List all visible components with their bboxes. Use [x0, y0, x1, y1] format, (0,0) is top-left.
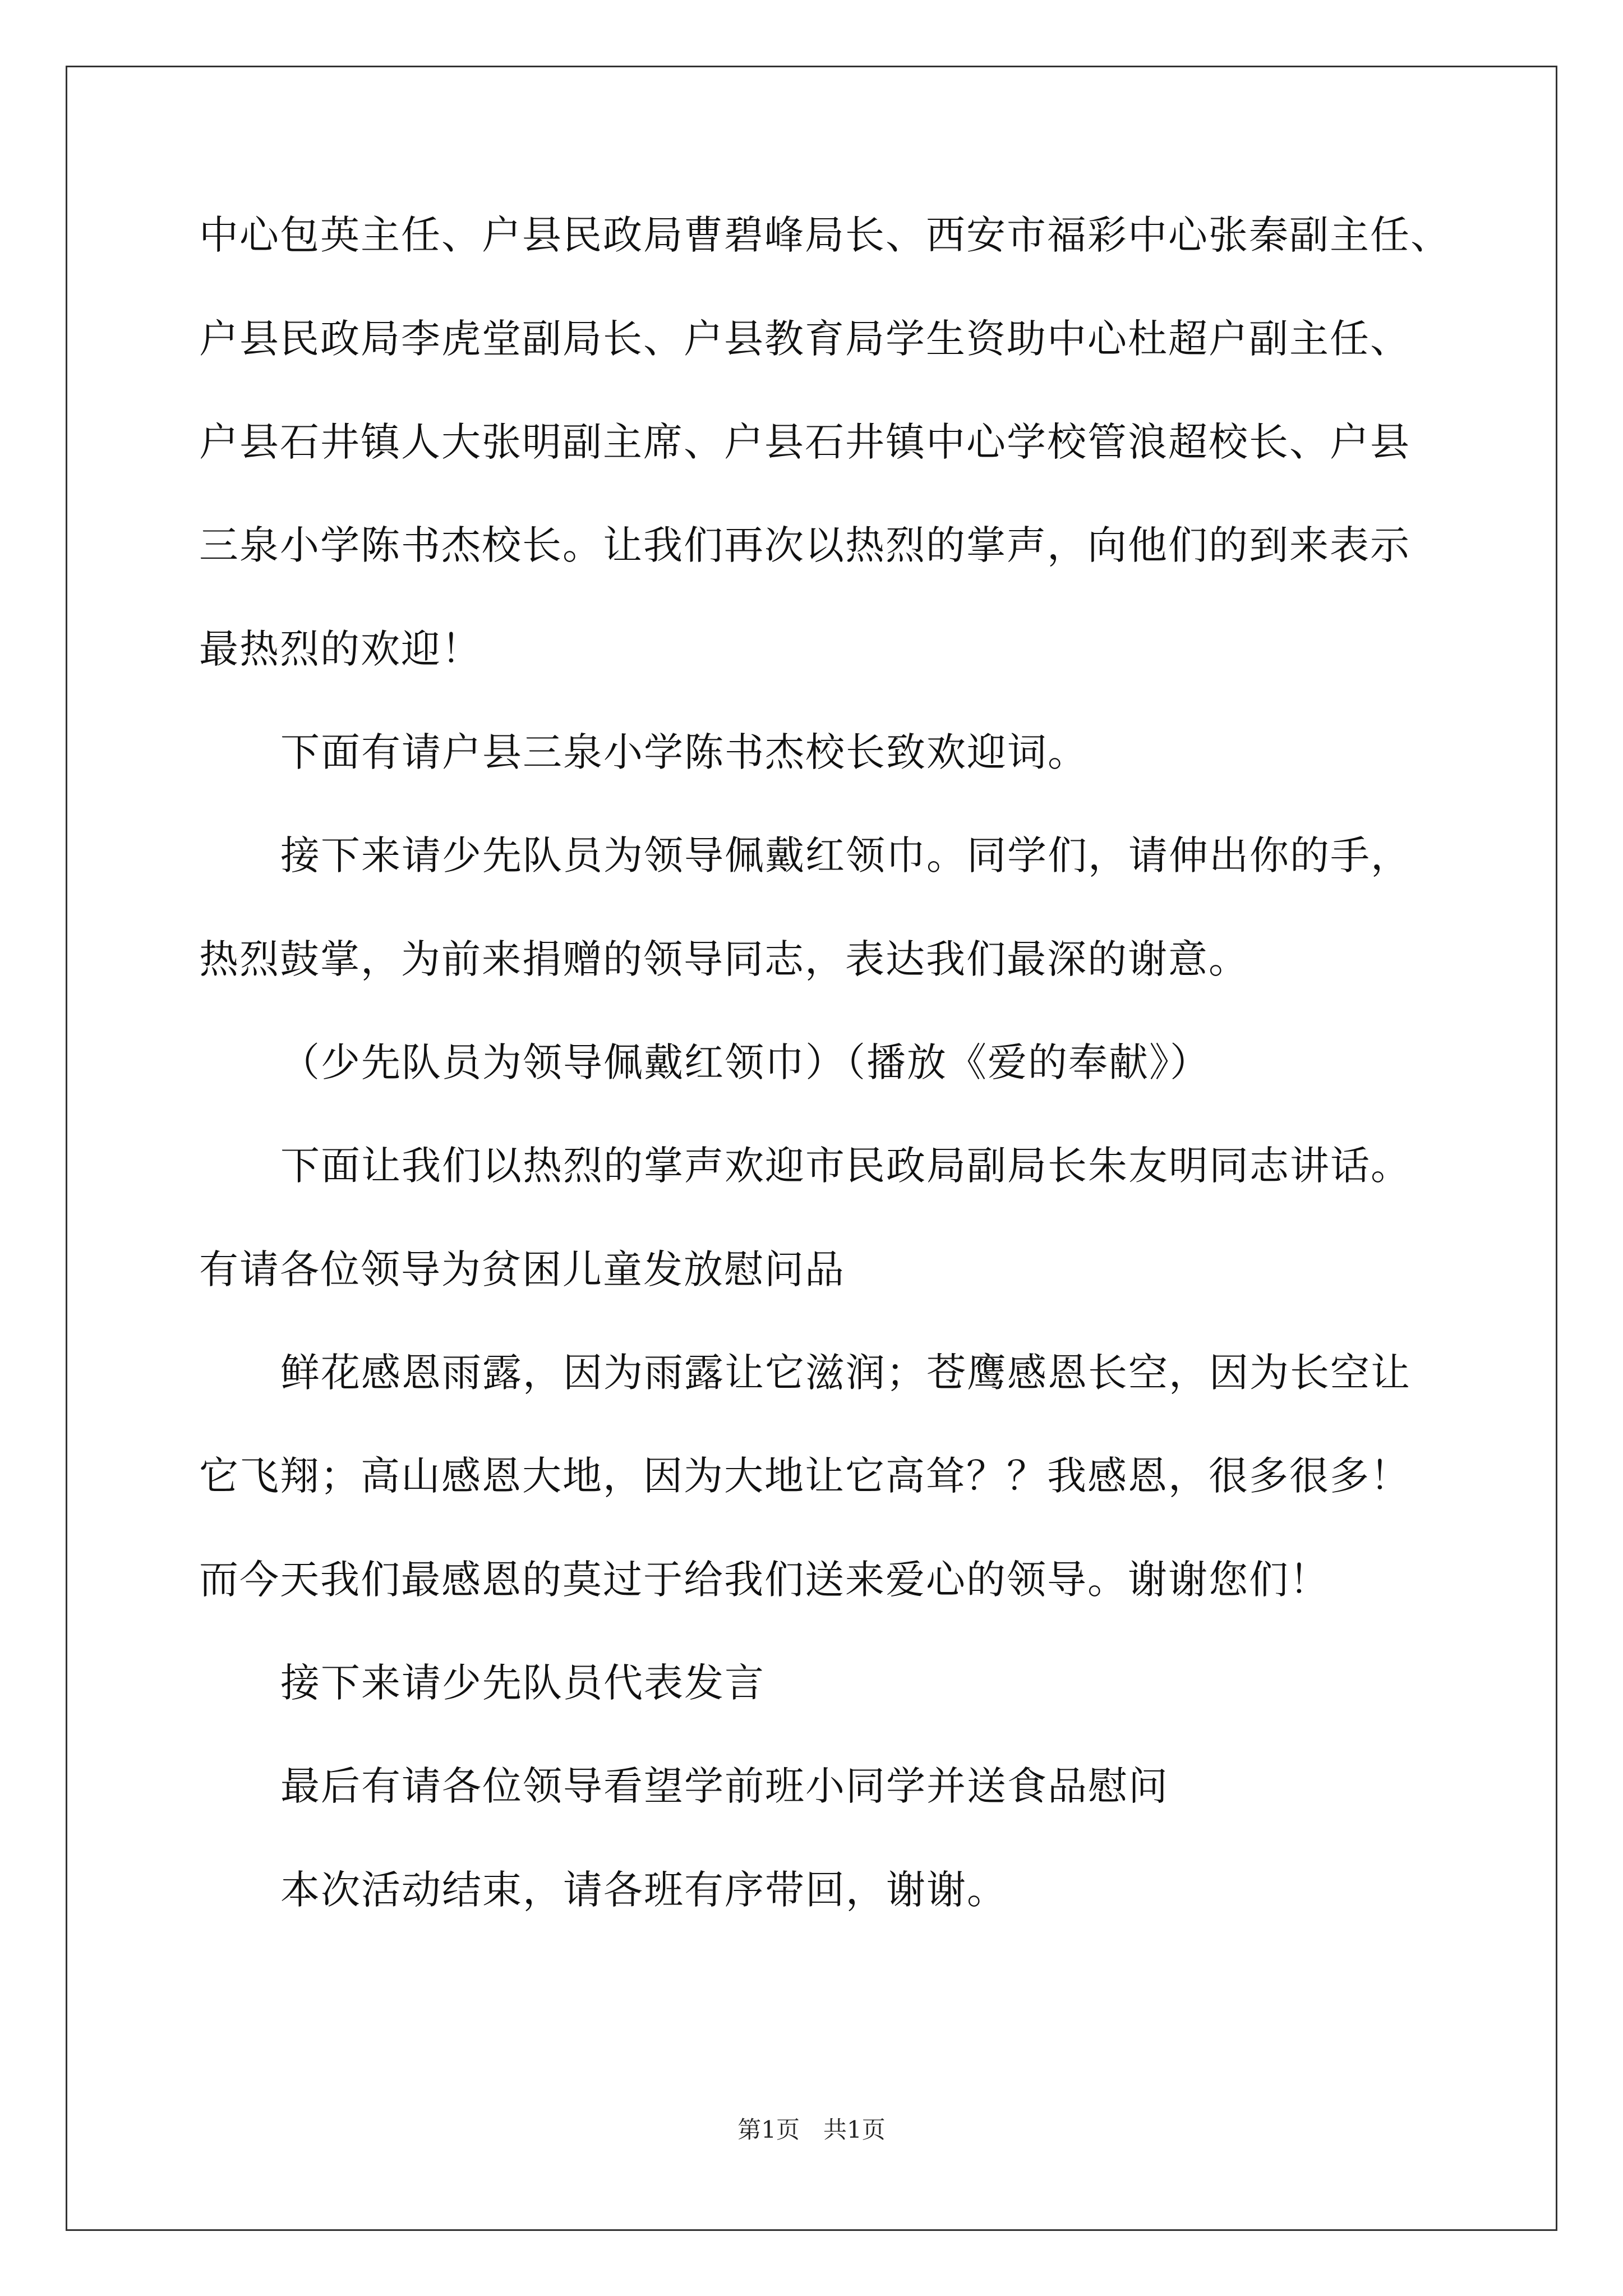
text-line: 接下来请少先队员代表发言 [280, 1660, 765, 1706]
text-line: 下面有请户县三泉小学陈书杰校长致欢迎词。 [280, 729, 1088, 775]
text-line: 它飞翔；高山感恩大地，因为大地让它高耸？？我感恩，很多很多！ [199, 1453, 1410, 1499]
text-line: 下面让我们以热烈的掌声欢迎市民政局副局长朱友明同志讲话。 [280, 1143, 1411, 1189]
text-line: 鲜花感恩雨露，因为雨露让它滋润；苍鹰感恩长空，因为长空让 [280, 1350, 1411, 1396]
text-line: 本次活动结束，请各班有序带回，谢谢。 [280, 1867, 1007, 1913]
text-line: 有请各位领导为贫困儿童发放慰问品 [199, 1246, 845, 1292]
text-line: 户县民政局李虎堂副局长、户县教育局学生资助中心杜超户副主任、 [199, 316, 1410, 362]
text-line: 而今天我们最感恩的莫过于给我们送来爱心的领导。谢谢您们！ [199, 1557, 1330, 1603]
text-line: 户县石井镇人大张明副主席、户县石井镇中心学校管浪超校长、户县 [199, 419, 1410, 465]
text-line: 最后有请各位领导看望学前班小同学并送食品慰问 [280, 1763, 1169, 1809]
text-line: 中心包英主任、户县民政局曹碧峰局长、西安市福彩中心张秦副主任、 [199, 212, 1451, 258]
page-footer: 第1页 共1页 [737, 2116, 886, 2143]
text-line: 三泉小学陈书杰校长。让我们再次以热烈的掌声，向他们的到来表示 [199, 522, 1410, 568]
text-line: 热烈鼓掌，为前来捐赠的领导同志，表达我们最深的谢意。 [199, 936, 1249, 982]
text-line: 接下来请少先队员为领导佩戴红领巾。同学们，请伸出你的手， [280, 832, 1411, 878]
text-line: （少先队员为领导佩戴红领巾）（播放《爱的奉献》） [280, 1039, 1210, 1085]
text-line: 最热烈的欢迎！ [199, 626, 482, 672]
